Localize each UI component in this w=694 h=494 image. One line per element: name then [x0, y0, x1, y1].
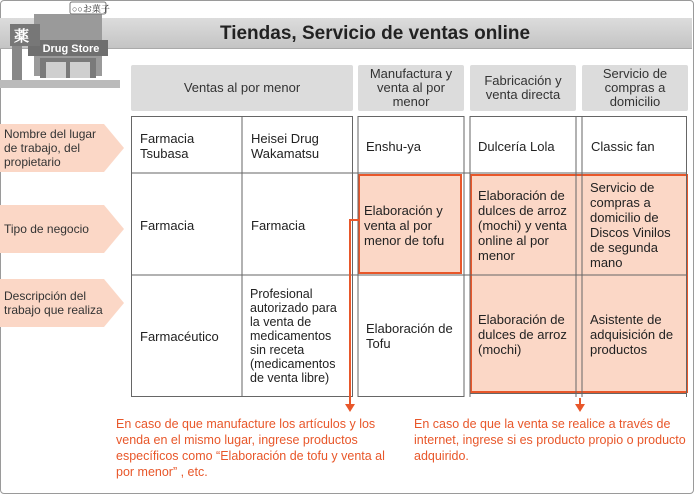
cell-r3-c2: Profesional autorizado para la venta de medicamentos sin receta (medicamentos de venta libre) [250, 287, 337, 385]
header-purchase: Servicio de compras a domicilio [582, 65, 688, 111]
cell-r2-c2: Farmacia [251, 217, 306, 233]
cell-r3-c1: Farmacéutico [140, 328, 219, 344]
cell-r2-c3: Elaboración y venta al por menor de tofu [364, 202, 445, 248]
cell-r3-c4: Elaboración de dulces de arroz (mochi) [478, 311, 567, 357]
cell-r1-c5: Classic fan [591, 138, 655, 154]
store-sign: ○○お菓子 [72, 4, 110, 14]
row-label-name: Nombre del lugar de trabajo, del propietario [0, 124, 124, 172]
cell-r2-c5: Servicio de compras a domicilio de Discos Vinilos de segunda mano [590, 180, 671, 270]
header-direct: Fabricación y venta directa [470, 65, 576, 111]
cell-r1-c3: Enshu-ya [366, 138, 421, 154]
page-title: Tiendas, Servicio de ventas online [219, 23, 531, 44]
header-retail: Ventas al por menor [131, 65, 353, 111]
cell-r1-c1: Farmacia Tsubasa [140, 131, 195, 161]
cell-r2-c4: Elaboración de dulces de arroz (mochi) y venta online al por menor [478, 187, 567, 263]
cell-r1-c4: Dulcería Lola [478, 138, 555, 154]
header-manufacture: Manufactura y venta al por menor [358, 65, 464, 111]
cell-r1-c2: Heisei Drug Wakamatsu [251, 131, 320, 161]
row-label-type: Tipo de negocio [0, 205, 124, 253]
note-manufacture: En caso de que manufacture los artículos y los venda en el mismo lugar, ingrese productos específicos como “Elaboración de tofu y venta al por menor” , etc. [116, 417, 385, 479]
store-label: Drug Store [42, 43, 100, 55]
cell-r3-c3: Elaboración de Tofu [366, 321, 453, 351]
cell-r2-c1: Farmacia [140, 217, 195, 233]
note-online: En caso de que la venta se realice a través de internet, ingrese si es producto propio o producto adquirido. [414, 417, 686, 463]
store-kanji: 薬 [14, 28, 30, 45]
cell-r3-c5: Asistente de adquisición de productos [590, 311, 674, 357]
row-label-desc: Descripción del trabajo que realiza [0, 279, 124, 327]
